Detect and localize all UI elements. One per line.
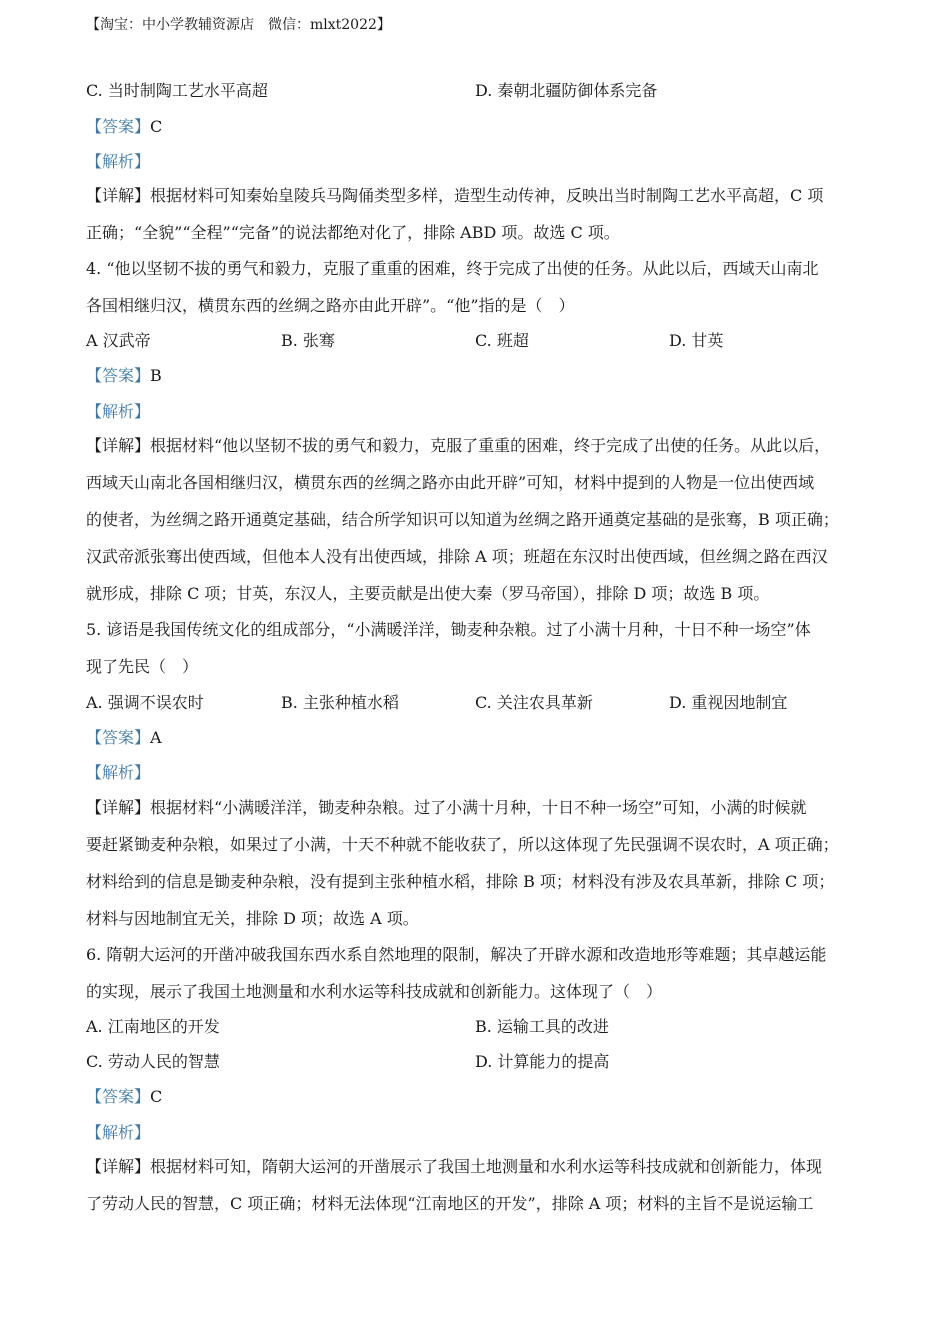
detail-line: 材料与因地制宜无关，排除 D 项；故选 A 项。	[86, 909, 419, 928]
answer-tag: 【答案】	[86, 366, 151, 385]
detail-line: 【详解】根据材料“他以坚韧不拔的勇气和毅力，克服了重重的困难，终于完成了出使的任务。从此以后，	[86, 436, 831, 455]
answer-line	[86, 1086, 162, 1108]
option-a: A. 强调不误农时	[86, 693, 204, 712]
question-stem: 4. “他以坚韧不拔的勇气和毅力，克服了重重的困难，终于完成了出使的任务。从此以后，西域天山南北	[86, 259, 819, 278]
answer-line	[86, 727, 162, 749]
detail-line: 就形成，排除 C 项；甘英，东汉人，主要贡献是出使大秦（罗马帝国），排除 D 项；故选 B 项。	[86, 584, 770, 603]
option-b: B. 运输工具的改进	[475, 1017, 609, 1036]
detail-line: 正确；“全貌”“全程”“完备”的说法都绝对化了，排除 ABD 项。故选 C 项。	[86, 223, 620, 242]
answer-value: A	[150, 728, 162, 747]
detail-line: 汉武帝派张骞出使西域，但他本人没有出使西域，排除 A 项；班超在东汉时出使西域，但丝绸之路在西汉	[86, 547, 828, 566]
option-c: C. 班超	[475, 331, 529, 350]
question-stem: 6. 隋朝大运河的开凿冲破我国东西水系自然地理的限制，解决了开辟水源和改造地形等难题；其卓越运能	[86, 945, 827, 964]
detail-line: 【详解】根据材料可知，隋朝大运河的开凿展示了我国土地测量和水利水运等科技成就和创新能力，体现	[86, 1157, 823, 1176]
question-stem: 各国相继归汉，横贯东西的丝绸之路亦由此开辟”。“他”指的是（ ）	[86, 296, 575, 315]
option-c: C. 劳动人民的智慧	[86, 1052, 220, 1071]
detail-line: 材料给到的信息是锄麦种杂粮，没有提到主张种植水稻，排除 B 项；材料没有涉及农具革新，排除 C 项；	[86, 872, 835, 891]
detail-line: 了劳动人民的智慧，C 项正确；材料无法体现“江南地区的开发”，排除 A 项；材料的主旨不是说运输工	[86, 1194, 814, 1213]
option-d: D. 重视因地制宜	[669, 693, 788, 712]
option-c: C. 关注农具革新	[475, 693, 593, 712]
option-b: B. 张骞	[281, 331, 335, 350]
analysis-tag: 【解析】	[86, 152, 151, 171]
analysis-tag: 【解析】	[86, 402, 151, 421]
answer-value: C	[150, 1087, 163, 1106]
question-stem: 5. 谚语是我国传统文化的组成部分，“小满暖洋洋，锄麦种杂粮。过了小满十月种，十日不种一场空”体	[86, 620, 811, 639]
answer-tag: 【答案】	[86, 117, 151, 136]
option-a: A. 江南地区的开发	[86, 1017, 220, 1036]
page-header: 【淘宝：中小学教辅资源店 微信：mlxt2022】	[86, 17, 391, 33]
option-d: D. 计算能力的提高	[475, 1052, 610, 1071]
detail-line: 西域天山南北各国相继归汉，横贯东西的丝绸之路亦由此开辟”可知，材料中提到的人物是一位出使西域	[86, 473, 815, 492]
detail-line: 【详解】根据材料可知秦始皇陵兵马陶俑类型多样，造型生动传神，反映出当时制陶工艺水平高超，C 项	[86, 186, 824, 205]
answer-line	[86, 365, 162, 387]
answer-value: C	[150, 117, 163, 136]
option-c: C. 当时制陶工艺水平高超	[86, 81, 268, 100]
analysis-tag: 【解析】	[86, 763, 151, 782]
detail-line: 的使者，为丝绸之路开通奠定基础，结合所学知识可以知道为丝绸之路开通奠定基础的是张骞，B 项正确；	[86, 510, 839, 529]
answer-tag: 【答案】	[86, 728, 151, 747]
detail-line: 要赶紧锄麦种杂粮，如果过了小满，十天不种就不能收获了，所以这体现了先民强调不误农时，A 项正确；	[86, 835, 839, 854]
answer-line	[86, 116, 162, 138]
answer-value: B	[150, 366, 162, 385]
question-stem: 的实现，展示了我国土地测量和水利水运等科技成就和创新能力。这体现了（ ）	[86, 982, 663, 1001]
option-a: A 汉武帝	[86, 331, 151, 350]
question-stem: 现了先民（ ）	[86, 657, 199, 676]
detail-line: 【详解】根据材料“小满暖洋洋，锄麦种杂粮。过了小满十月种，十日不种一场空”可知，小满的时候就	[86, 798, 807, 817]
option-b: B. 主张种植水稻	[281, 693, 399, 712]
option-d: D. 秦朝北疆防御体系完备	[475, 81, 658, 100]
answer-tag: 【答案】	[86, 1087, 151, 1106]
analysis-tag: 【解析】	[86, 1123, 151, 1142]
option-d: D. 甘英	[669, 331, 724, 350]
